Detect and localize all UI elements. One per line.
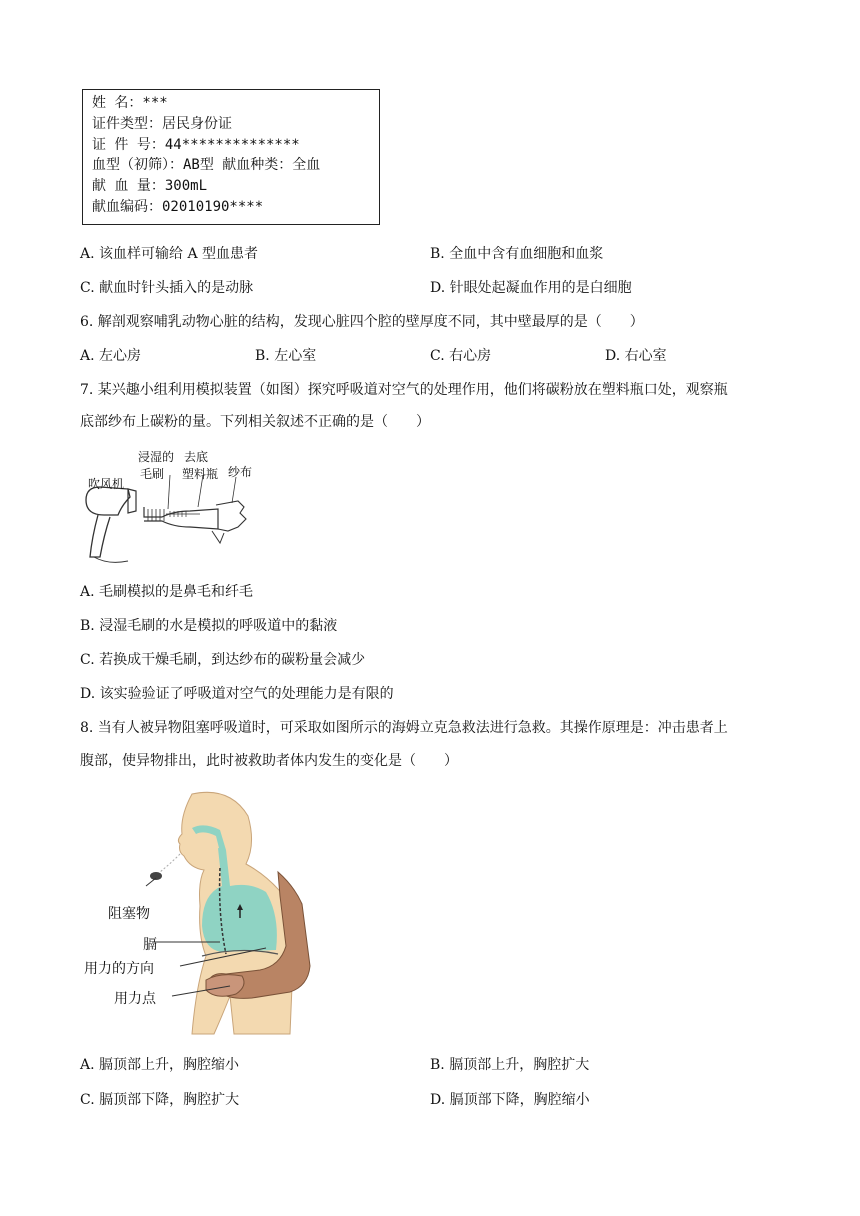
label-force-point: 用力点 [114,991,156,1007]
label-hair-dryer: 吹风机 [88,477,125,491]
q8-stem-line1: 8. 当有人被异物阻塞呼吸道时，可采取如图所示的海姆立克急救法进行急救。其操作原理是：冲击患者上 [80,720,728,736]
q7-apparatus-figure [78,445,268,570]
label-brush: 毛刷 [140,467,165,481]
q7-option-a: A. 毛刷模拟的是鼻毛和纤毛 [80,584,254,600]
label-diaphragm: 膈 [143,937,157,953]
q7-stem-line1: 7. 某兴趣小组利用模拟装置（如图）探究呼吸道对空气的处理作用，他们将碳粉放在塑料瓶口处，观察瓶 [80,382,728,398]
q7-option-d: D. 该实验验证了呼吸道对空气的处理能力是有限的 [80,686,394,702]
q6-option-d: D. 右心室 [605,348,667,364]
q5-option-b: B. 全血中含有血细胞和血浆 [430,246,604,262]
q8-option-b: B. 膈顶部上升，胸腔扩大 [430,1057,590,1073]
q6-stem: 6. 解剖观察哺乳动物心脏的结构，发现心脏四个腔的壁厚度不同，其中壁最厚的是（ ） [80,314,644,330]
q8-option-d: D. 膈顶部下降，胸腔缩小 [430,1092,590,1108]
q6-option-b: B. 左心室 [255,348,317,364]
q8-option-a: A. 膈顶部上升，胸腔缩小 [80,1057,240,1073]
q8-stem-line2: 腹部，使异物排出，此时被救助者体内发生的变化是（ ） [80,753,458,769]
card-line-name: 姓 名：*** [92,95,168,111]
q5-option-d: D. 针眼处起凝血作用的是白细胞 [430,280,632,296]
q7-option-c: C. 若换成干燥毛刷，到达纱布的碳粉量会减少 [80,652,366,668]
q5-option-c: C. 献血时针头插入的是动脉 [80,280,254,296]
q8-heimlich-figure [80,786,320,1036]
card-line-id-number: 证 件 号：44************** [92,136,300,153]
label-obstruction: 阻塞物 [108,906,150,922]
card-line-code: 献血编码：02010190**** [92,198,264,215]
label-plastic-bottle: 塑料瓶 [182,467,219,481]
q6-option-c: C. 右心房 [430,348,492,364]
label-bottomless: 去底 [184,450,209,464]
label-soaked: 浸湿的 [138,450,175,464]
q7-stem-line2: 底部纱布上碳粉的量。下列相关叙述不正确的是（ ） [80,414,430,430]
card-line-volume: 献 血 量：300mL [92,178,208,195]
label-gauze: 纱布 [228,465,253,479]
label-force-direction: 用力的方向 [84,961,154,977]
card-line-id-type: 证件类型：居民身份证 [92,115,232,132]
q6-option-a: A. 左心房 [80,348,142,364]
q8-option-c: C. 膈顶部下降，胸腔扩大 [80,1092,240,1108]
blood-donation-card [82,89,380,225]
q7-option-b: B. 浸湿毛刷的水是模拟的呼吸道中的黏液 [80,618,338,634]
card-line-blood-type: 血型（初筛）：AB型 献血种类：全血 [92,157,321,174]
q5-option-a: A. 该血样可输给 A 型血患者 [80,246,259,262]
